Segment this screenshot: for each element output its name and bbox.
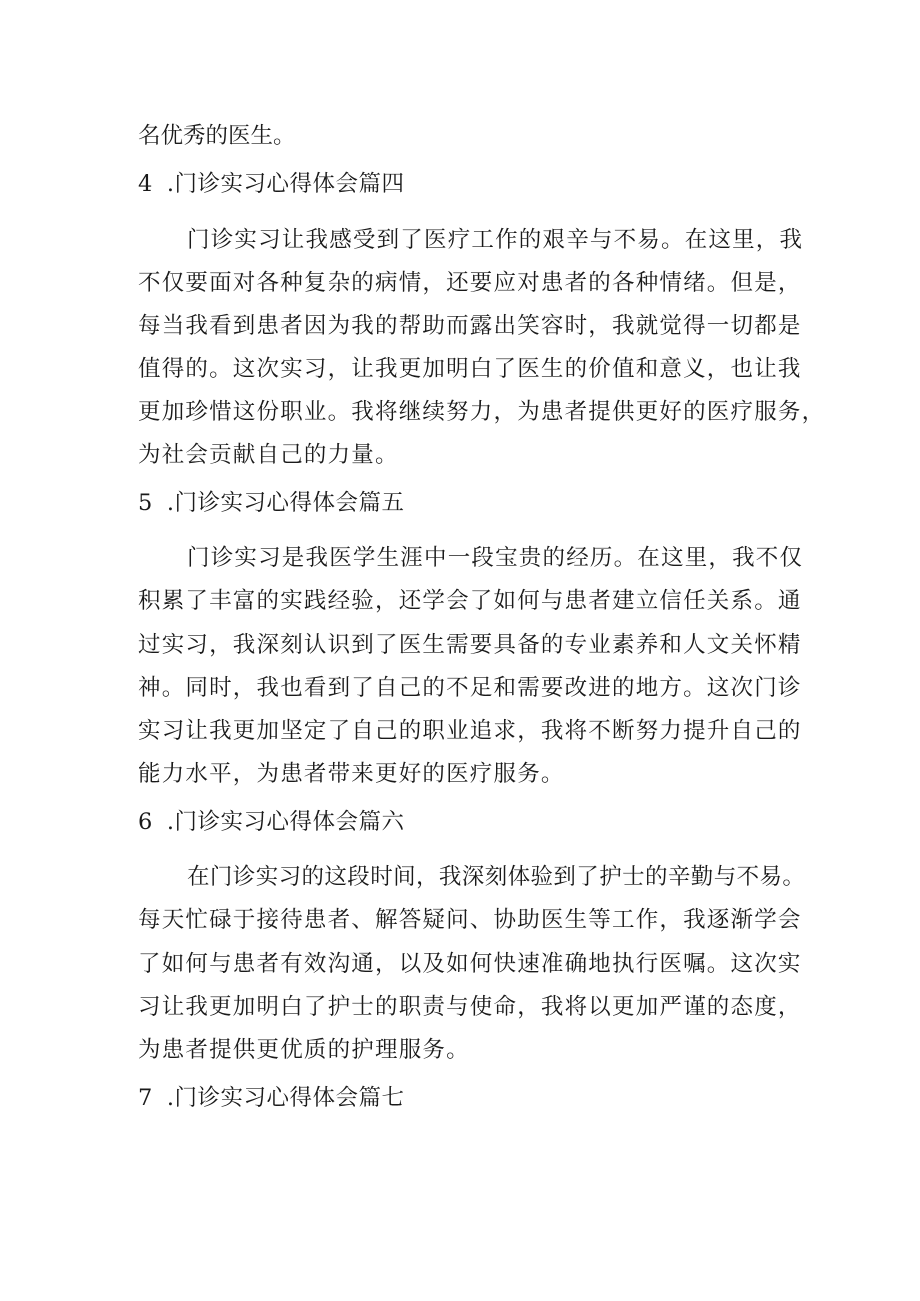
section-title: .门诊实习心得体会篇七 <box>166 1085 405 1111</box>
section-heading-6 <box>138 811 404 834</box>
section-number: 4 <box>138 171 153 197</box>
section-number: 6 <box>138 809 153 835</box>
section-title: .门诊实习心得体会篇五 <box>166 490 405 516</box>
paragraph-line: 值得的。这次实习，让我更加明白了医生的价值和意义，也让我 <box>138 356 802 382</box>
section-title: .门诊实习心得体会篇四 <box>166 171 405 197</box>
paragraph-line: 在门诊实习的这段时间，我深刻体验到了护士的辛勤与不易。 <box>187 864 806 890</box>
paragraph-line: 习让我更加明白了护士的职责与使命，我将以更加严谨的态度， <box>138 994 802 1020</box>
paragraph-line: 门诊实习让我感受到了医疗工作的艰辛与不易。在这里，我 <box>187 227 804 253</box>
paragraph-line: 实习让我更加坚定了自己的职业追求，我将不断努力提升自己的 <box>138 718 802 744</box>
paragraph-line: 过实习，我深刻认识到了医生需要具备的专业素养和人文关怀精 <box>138 632 802 658</box>
paragraph-line: 门诊实习是我医学生涯中一段宝贵的经历。在这里，我不仅 <box>187 545 804 571</box>
paragraph-line: 为患者提供更优质的护理服务。 <box>138 1037 470 1063</box>
paragraph-line: 更加珍惜这份职业。我将继续努力，为患者提供更好的医疗服务， <box>138 399 826 425</box>
section-number: 7 <box>138 1085 153 1111</box>
section-title: .门诊实习心得体会篇六 <box>166 809 405 835</box>
paragraph-line: 积累了丰富的实践经验，还学会了如何与患者建立信任关系。通 <box>138 588 802 614</box>
paragraph-line: 能力水平，为患者带来更好的医疗服务。 <box>138 761 565 787</box>
section-heading-7 <box>138 1087 404 1110</box>
paragraph-line: 每当我看到患者因为我的帮助而露出笑容时，我就觉得一切都是 <box>138 313 802 339</box>
section-heading-5 <box>138 492 404 515</box>
paragraph-line: 每天忙碌于接待患者、解答疑问、协助医生等工作，我逐渐学会 <box>138 907 802 933</box>
section-number: 5 <box>138 490 153 516</box>
intro-tail-text: 名优秀的医生。 <box>138 123 296 149</box>
paragraph-line: 为社会贡献自己的力量。 <box>138 442 399 468</box>
section-heading-4 <box>138 173 404 196</box>
paragraph-line: 神。同时，我也看到了自己的不足和需要改进的地方。这次门诊 <box>138 675 802 701</box>
paragraph-line: 不仅要面对各种复杂的病情，还要应对患者的各种情绪。但是， <box>138 270 802 296</box>
paragraph-line: 了如何与患者有效沟通，以及如何快速准确地执行医嘱。这次实 <box>138 951 802 977</box>
